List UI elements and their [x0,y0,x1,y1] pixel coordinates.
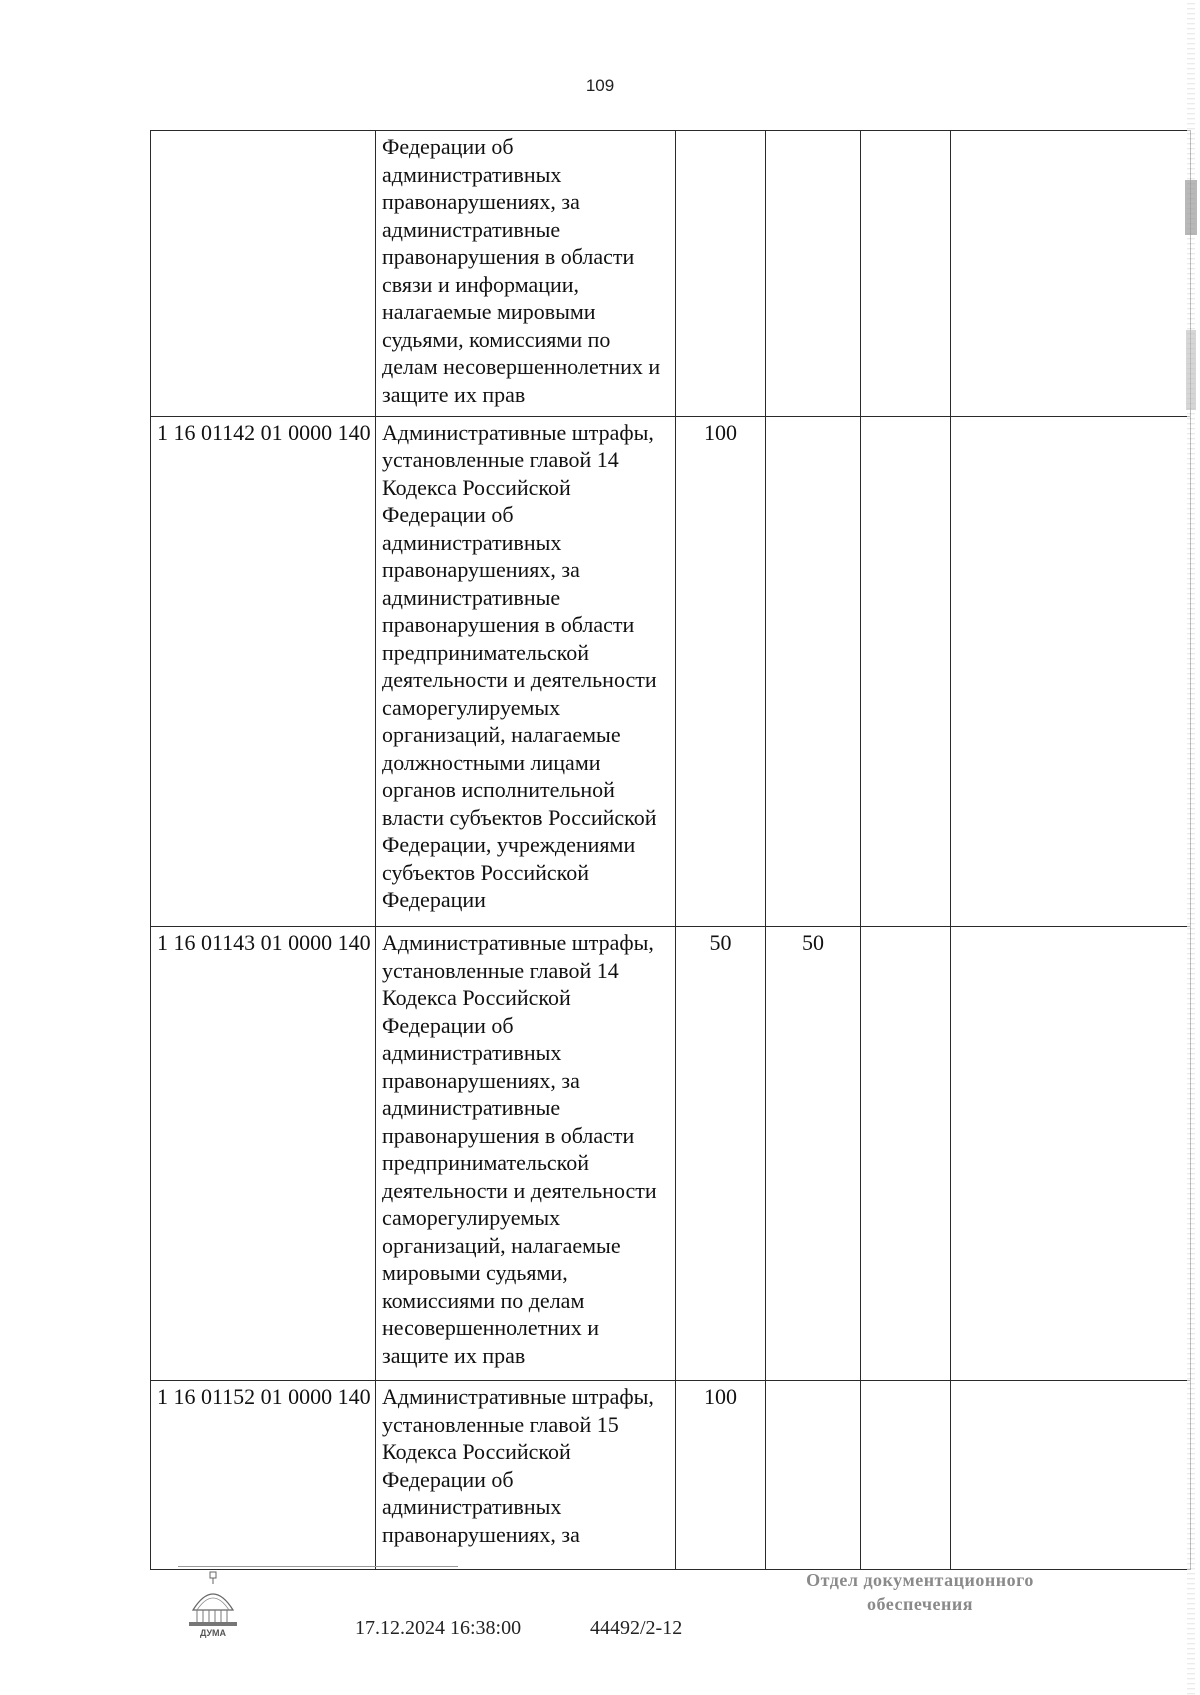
value-cell: 100 [676,416,766,926]
value-cell [951,927,1191,1381]
table-row [151,1381,1191,1570]
scan-edge-artifact [1187,0,1195,1695]
page-number: 109 [585,76,615,95]
value-cell [861,927,951,1381]
value-cell: 100 [676,1381,766,1570]
description-cell: Административные штрафы, установленные главой 14 Кодекса Российской Федерации об административных правонарушениях, за административные правонарушения в области предпринимательской деятельности и деятельности саморегулируемых организаций, налагаемые должностными лицами органов исполнительной власти субъектов Российской Федерации, учреждениями субъектов Российской Федерации [376,416,676,926]
footer-registration-number: 44492/2-12 [590,1617,683,1639]
value-cell: 50 [676,927,766,1381]
table-row [151,416,1191,926]
table-row [151,927,1191,1381]
scan-edge-mark [1185,180,1197,235]
value-cell [766,1381,861,1570]
value-cell [861,416,951,926]
budget-code-cell: 1 16 01152 01 0000 140 [151,1381,376,1570]
revenue-table [150,130,1190,1570]
budget-code-cell: 1 16 01143 01 0000 140 [151,927,376,1381]
value-cell [861,131,951,417]
duma-logo-icon [183,1570,243,1640]
budget-code-cell: 1 16 01142 01 0000 140 [151,416,376,926]
value-cell: 50 [766,927,861,1381]
value-cell [951,1381,1191,1570]
stamp-line: обеспечения [867,1594,973,1614]
description-cell: Административные штрафы, установленные главой 14 Кодекса Российской Федерации об административных правонарушениях, за административные правонарушения в области предпринимательской деятельности и деятельности саморегулируемых организаций, налагаемые мировыми судьями, комиссиями по делам несовершеннолетних и защите их прав [376,927,676,1381]
description-cell: Федерации об административных правонарушениях, за административные правонарушения в области связи и информации, налагаемые мировыми судьями, комиссиями по делам несовершеннолетних и защите их прав [376,131,676,417]
budget-code-cell [151,131,376,417]
footer-rule [178,1566,458,1567]
value-cell [766,131,861,417]
department-stamp [780,1568,1060,1616]
stamp-line: Отдел документационного [806,1570,1034,1590]
value-cell [951,131,1191,417]
value-cell [951,416,1191,926]
logo-text: ДУМА [199,1628,227,1638]
description-cell: Административные штрафы, установленные главой 15 Кодекса Российской Федерации об административных правонарушениях, за [376,1381,676,1570]
value-cell [861,1381,951,1570]
table-row [151,131,1191,417]
footer-datetime: 17.12.2024 16:38:00 [355,1617,522,1639]
value-cell [676,131,766,417]
value-cell [766,416,861,926]
scan-edge-mark [1186,330,1196,410]
